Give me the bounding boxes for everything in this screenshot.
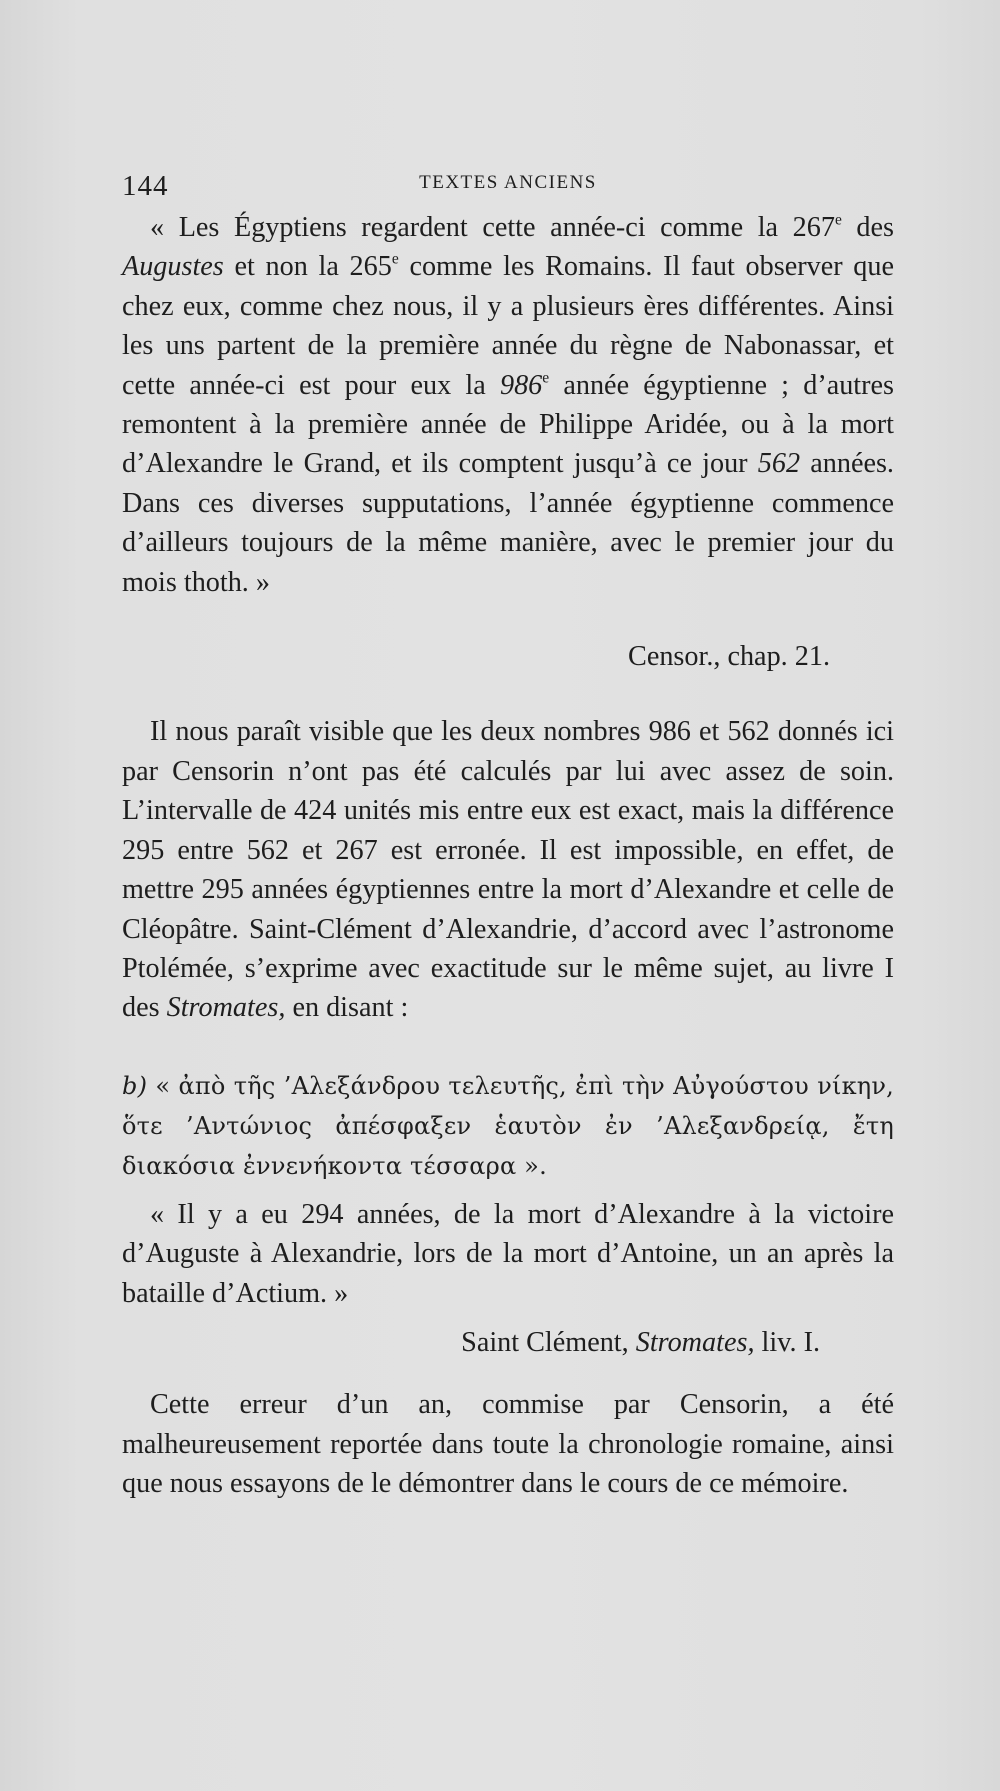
ordinal-superscript: e (391, 250, 399, 268)
clement-citation-text-1: Saint Clément, (461, 1326, 636, 1358)
ordinal-superscript: e (834, 211, 842, 229)
quote1-italic-562: 562 (757, 448, 801, 480)
commentary-text-1: Il nous paraît visible que les deux nombres 986 et 562 donnés ici par Censorin n’ont pas été calculés par lui avec assez de soin. L’intervalle de 424 unités mis entre eux est exact, mais la différence 295 entre 562 et 267 est erronée. Il est impossible, en effet, de mettre 295 années égyptiennes entre la mort d’Alexandre et celle de Cléopâtre. Saint-Clément d’Alexandrie, d’accord avec l’astronome Ptolémée, s’exprime avec exactitude sur le même sujet, au livre I des (122, 716, 894, 1024)
body-text (122, 208, 894, 1504)
quote1-text-6: années. Dans ces diverses supputations, l’année égyptienne commence d’ailleurs toujours de la même manière, avec le premier jour du mois thoth. » (122, 448, 894, 598)
clement-citation-italic: Stromates, (635, 1326, 755, 1358)
quote1-italic-augustes: Augustes (122, 251, 224, 283)
page-number: 144 (122, 170, 169, 202)
running-title: TEXTES ANCIENS (419, 172, 597, 193)
quote1-text-3: et non la 265 (223, 251, 392, 283)
quote1-text-1: « Les Égyptiens regardent cette année-ci comme la 267 (150, 212, 835, 243)
quote1-text-4: comme les Romains. Il faut observer que chez eux, comme chez nous, il y a plusieurs ères différentes. Ainsi les uns partent de la première année du règne de Nabonassar, et cette année-ci est pour eux la (122, 251, 894, 401)
source-citation-clement (122, 1323, 894, 1362)
clement-translation-quote: « Il y a eu 294 années, de la mort d’Alexandre à la victoire d’Auguste à Alexandrie, lors de la mort d’Antoine, un an après la bataille d’Actium. » (122, 1198, 894, 1309)
greek-quotation-label: b) (122, 1071, 148, 1100)
censorinus-quote (122, 208, 894, 602)
conclusion-paragraph: Cette erreur d’un an, commise par Censorin, a été malheureusement reportée dans toute la chronologie romaine, ainsi que nous essayons de le démontrer dans le cours de ce mémoire. (122, 1389, 894, 1500)
quote1-text-5: année égyptienne ; d’autres remontent à la première année de Philippe Aridée, ou à la mort d’Alexandre le Grand, et ils comptent jusqu’à ce jour (122, 369, 895, 480)
greek-quotation (122, 1066, 894, 1186)
quote1-text-2: des (841, 212, 894, 243)
commentary-italic-stromates: Stromates, (166, 992, 286, 1024)
commentary-paragraph (122, 712, 894, 1027)
running-head (122, 170, 894, 204)
clement-citation-text-2: liv. I. (754, 1326, 820, 1358)
quote1-italic-986: 986 (499, 369, 543, 401)
greek-quotation-text: « ἀπὸ τῆς ’Αλεξάνδρου τελευτῆς, ἐπὶ τὴν Αὐγούστου νίκην, ὅτε ’Αντώνιος ἀπέσφαξεν ἑαυτὸν ἐν ’Αλεξανδρείᾳ, ἔτη διακόσια ἐννενήκοντα τέσσαρα ». (122, 1071, 894, 1180)
commentary-text-2: en disant : (285, 992, 409, 1024)
ordinal-superscript: e (542, 369, 550, 386)
source-citation-censorinus: Censor., chap. 21. (628, 641, 830, 673)
